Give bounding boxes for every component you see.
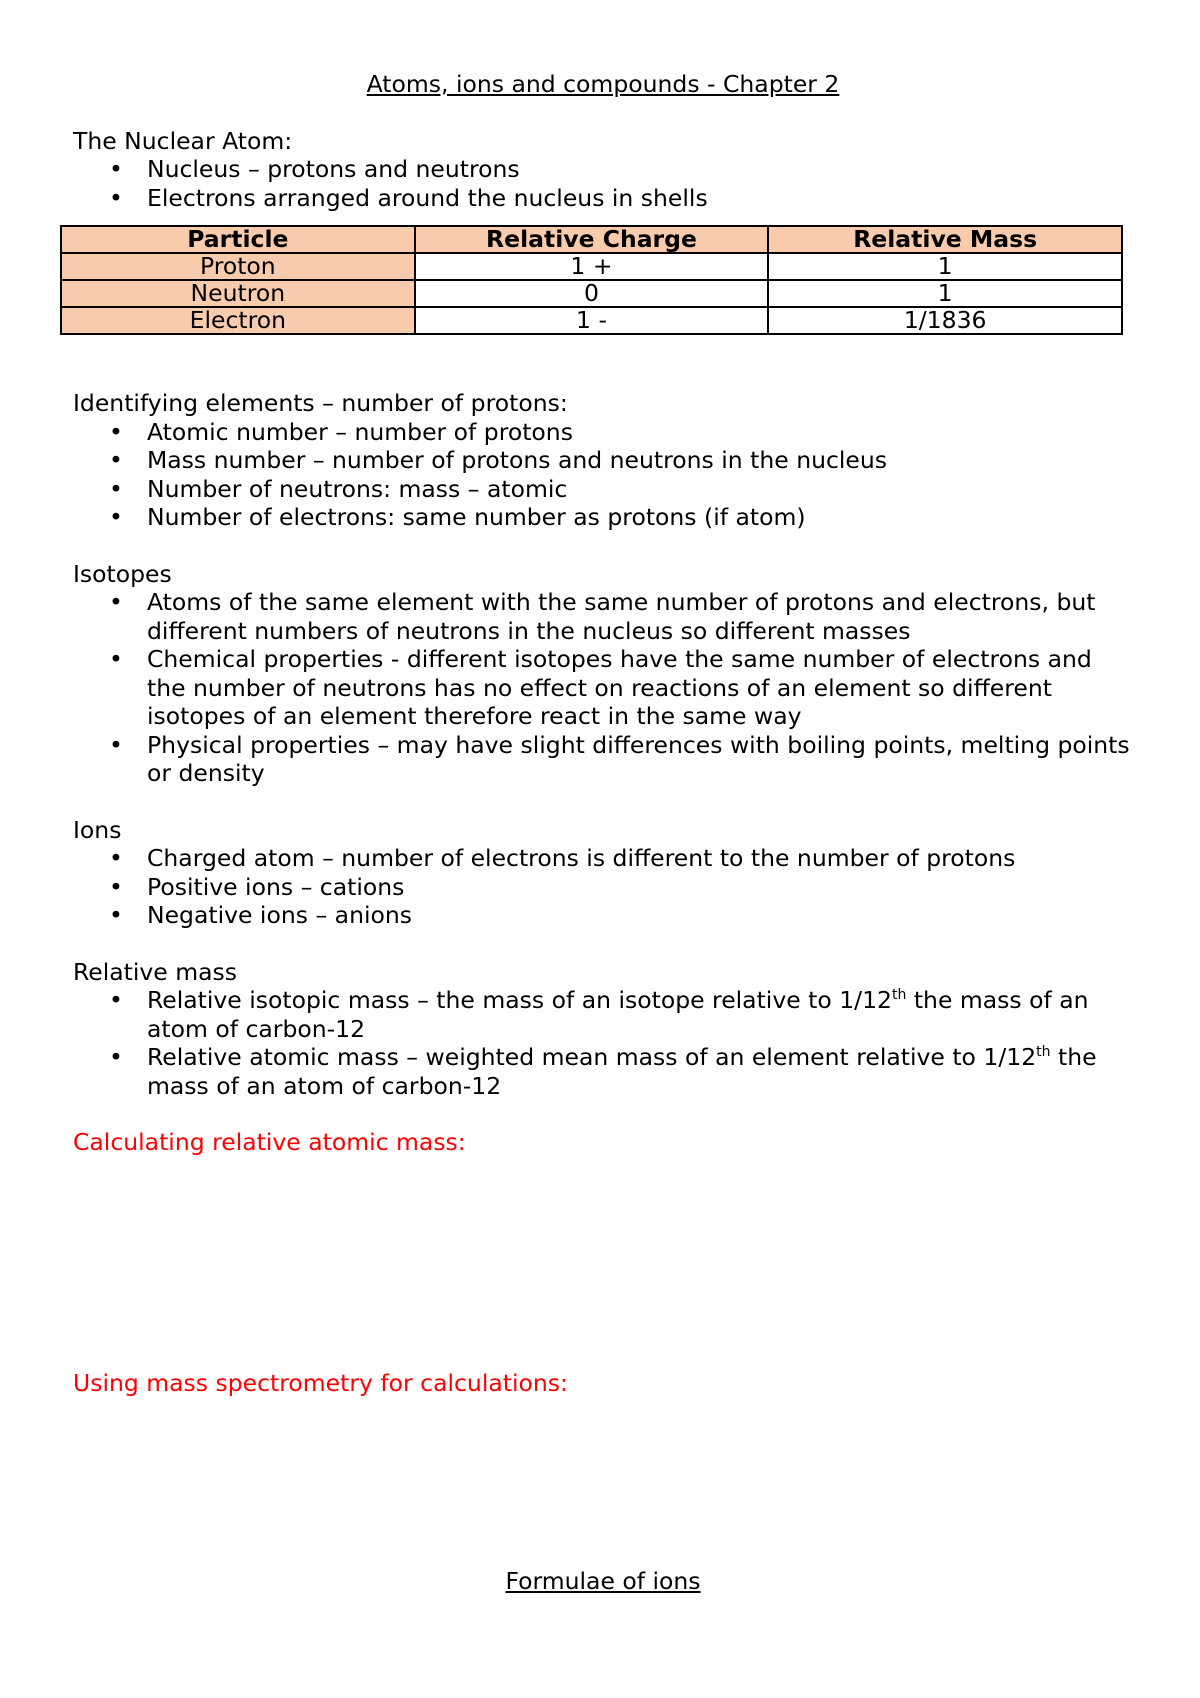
table-cell: Electron bbox=[61, 307, 415, 334]
column-header: Relative Mass bbox=[768, 226, 1122, 253]
list-item: • Chemical properties - different isotopes have the same number of electrons and the number of neutrons has no effect on reactions of an element so different isotopes of an element therefore react in the same way bbox=[73, 645, 1133, 731]
spacer bbox=[73, 99, 1133, 127]
list-item bbox=[73, 986, 1133, 1043]
superscript: th bbox=[1036, 1044, 1051, 1060]
list-item: • Electrons arranged around the nucleus in shells bbox=[73, 184, 1133, 213]
superscript: th bbox=[892, 987, 907, 1003]
list-item-text: Relative isotopic mass – the mass of an isotope relative to 1/12 bbox=[147, 986, 892, 1014]
calc-heading: Calculating relative atomic mass: bbox=[73, 1128, 466, 1156]
bullet-list bbox=[73, 844, 1133, 930]
list-item: • Nucleus – protons and neutrons bbox=[73, 155, 1133, 184]
list-item: • Physical properties – may have slight differences with boiling points, melting points or density bbox=[73, 731, 1133, 788]
document-page bbox=[73, 70, 1133, 1596]
table-cell: Neutron bbox=[61, 280, 415, 307]
blank-space bbox=[73, 1397, 1133, 1567]
table-row bbox=[61, 307, 1122, 334]
table-cell: 1 + bbox=[415, 253, 769, 280]
bullet-list bbox=[73, 588, 1133, 788]
table-row bbox=[61, 253, 1122, 280]
section-nuclear-atom bbox=[73, 127, 1133, 213]
section-isotopes bbox=[73, 560, 1133, 788]
list-item: • Charged atom – number of electrons is different to the number of protons bbox=[73, 844, 1133, 873]
section-heading: Relative mass bbox=[73, 957, 238, 986]
table-cell: Proton bbox=[61, 253, 415, 280]
section-heading: The Nuclear Atom: bbox=[73, 126, 293, 155]
section-heading: Identifying elements – number of protons: bbox=[73, 389, 568, 417]
bullet-list bbox=[73, 418, 1133, 532]
spacer bbox=[73, 1100, 1133, 1128]
table-cell: 1 bbox=[768, 253, 1122, 280]
spacer bbox=[73, 930, 1133, 958]
table-row bbox=[61, 280, 1122, 307]
table-cell: 1/1836 bbox=[768, 307, 1122, 334]
list-item-text: the mass of an atom of carbon-12 bbox=[147, 1043, 1097, 1100]
list-item: • Atomic number – number of protons bbox=[73, 418, 1133, 447]
column-header: Particle bbox=[61, 226, 415, 253]
section-ions bbox=[73, 816, 1133, 930]
list-item: • Negative ions – anions bbox=[73, 901, 1133, 930]
spacer bbox=[73, 212, 1133, 225]
list-item: • Number of electrons: same number as protons (if atom) bbox=[73, 503, 1133, 532]
list-item: • Atoms of the same element with the same number of protons and electrons, but different numbers of neutrons in the nucleus so different masses bbox=[73, 588, 1133, 645]
table-cell: 0 bbox=[415, 280, 769, 307]
section-identifying-elements bbox=[73, 389, 1133, 532]
list-item: • Number of neutrons: mass – atomic bbox=[73, 475, 1133, 504]
particle-table bbox=[60, 225, 1123, 335]
list-item-text: the mass of an atom of carbon-12 bbox=[147, 986, 1089, 1043]
list-item: • Mass number – number of protons and neutrons in the nucleus bbox=[73, 446, 1133, 475]
list-item: • Positive ions – cations bbox=[73, 873, 1133, 902]
bullet-list bbox=[73, 986, 1133, 1100]
section-relative-mass bbox=[73, 958, 1133, 1101]
blank-space bbox=[73, 1157, 1133, 1369]
spacer bbox=[73, 788, 1133, 816]
spacer bbox=[73, 335, 1133, 389]
table-header-row bbox=[61, 226, 1122, 253]
table-cell: 1 - bbox=[415, 307, 769, 334]
spacer bbox=[73, 532, 1133, 560]
page-title: Atoms, ions and compounds - Chapter 2 bbox=[366, 70, 840, 98]
mass-spec-heading: Using mass spectrometry for calculations: bbox=[73, 1368, 568, 1397]
bullet-list bbox=[73, 155, 1133, 212]
list-item-text: Relative atomic mass – weighted mean mass of an element relative to 1/12 bbox=[147, 1043, 1037, 1071]
list-item bbox=[73, 1043, 1133, 1100]
section-heading: Ions bbox=[73, 815, 122, 844]
column-header: Relative Charge bbox=[415, 226, 769, 253]
section-heading: Isotopes bbox=[73, 559, 172, 588]
table-cell: 1 bbox=[768, 280, 1122, 307]
formulae-heading: Formulae of ions bbox=[505, 1567, 701, 1595]
